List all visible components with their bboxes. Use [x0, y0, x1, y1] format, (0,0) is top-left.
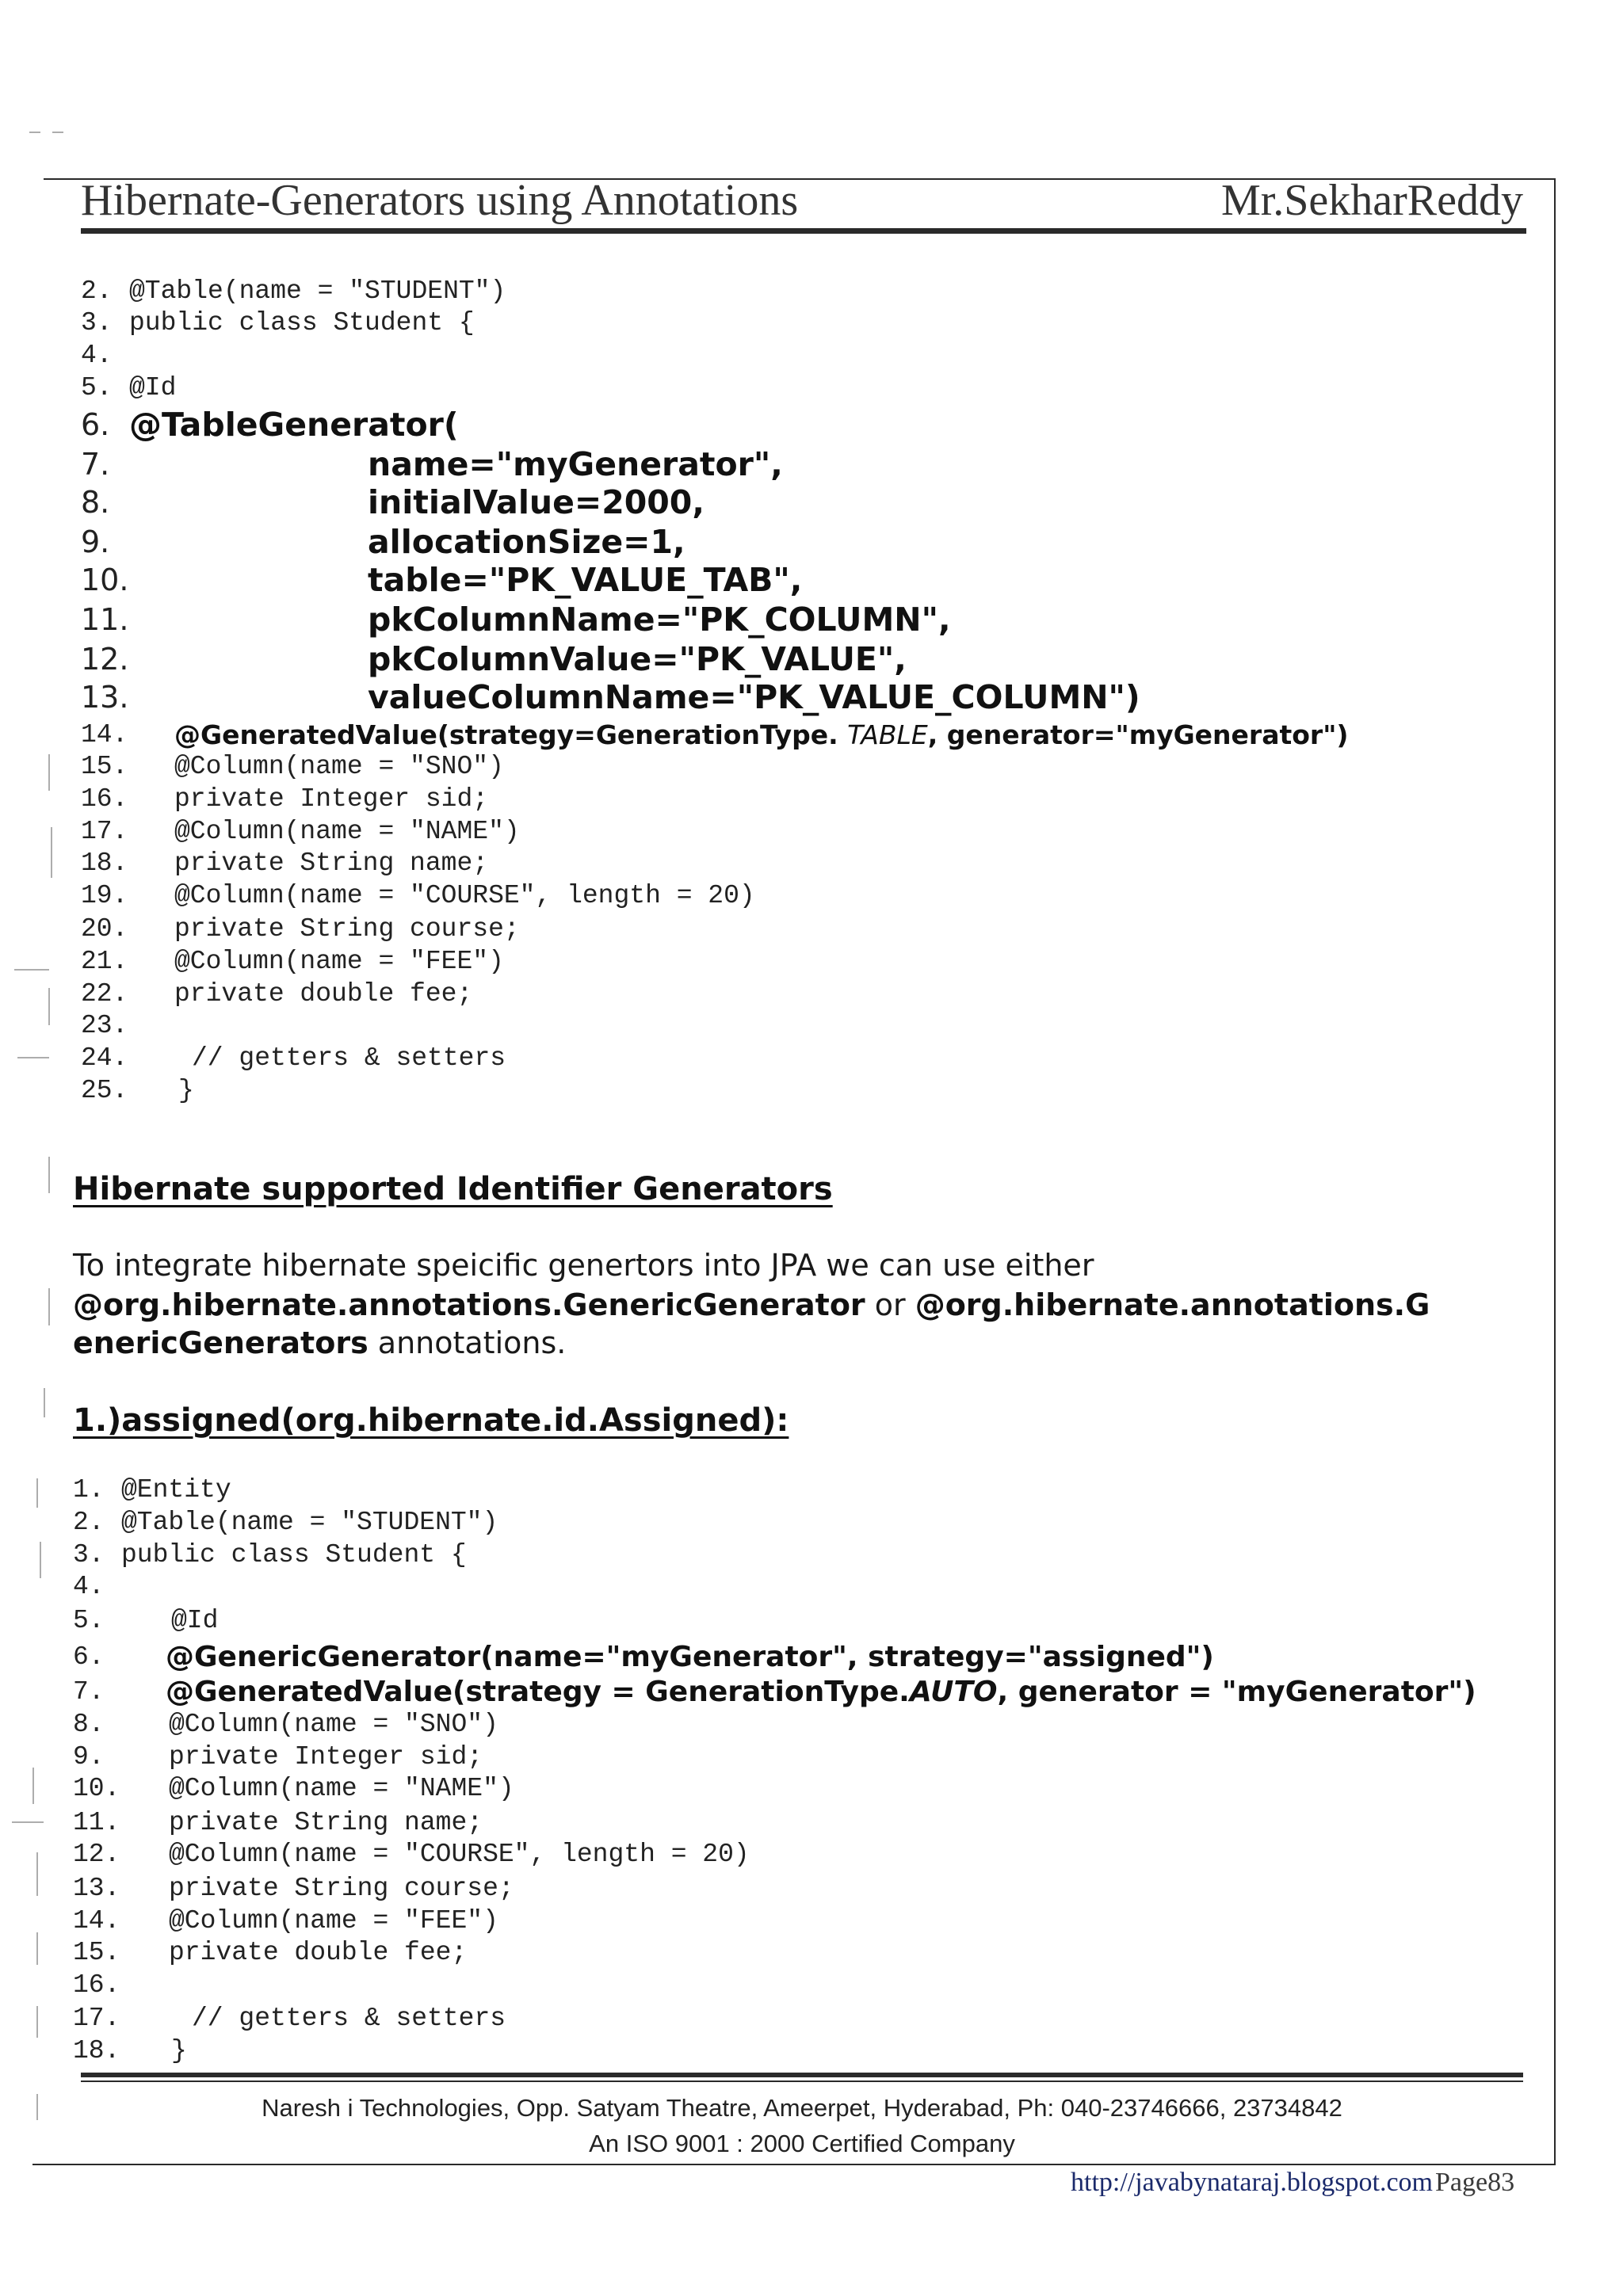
- code-line: [0, 405, 1623, 444]
- code-line: [0, 1905, 1623, 1937]
- code-line: [0, 522, 1623, 562]
- line-number: 22.: [81, 979, 128, 1009]
- page-number: Page83: [1435, 2168, 1515, 2197]
- line-number: 21.: [81, 947, 128, 976]
- line-number: 11.: [81, 602, 129, 637]
- line-number: 8.: [73, 1710, 105, 1739]
- code-text-part: , generator="myGenerator"): [927, 719, 1349, 750]
- line-number: 20.: [81, 914, 128, 944]
- code-text: @Table(name = "STUDENT"): [121, 1508, 498, 1537]
- code-line: [0, 913, 1623, 945]
- code-line: [0, 751, 1623, 783]
- code-line: [0, 1539, 1623, 1571]
- footer-certification: An ISO 9001 : 2000 Certified Company: [589, 2130, 1015, 2157]
- code-text-part: , generator = "myGenerator"): [997, 1676, 1476, 1708]
- line-number: 2.: [81, 277, 113, 306]
- code-text: private Integer sid;: [174, 784, 489, 814]
- code-text: [174, 719, 1348, 751]
- header-rule: [81, 228, 1526, 234]
- scan-mark: [48, 1157, 50, 1193]
- line-number: 12.: [73, 1840, 120, 1869]
- code-text-emphasis: AUTO: [909, 1676, 998, 1708]
- line-number: 9.: [73, 1742, 105, 1772]
- class-name-bold: @org.hibernate.annotations.GenericGenerator: [73, 1287, 865, 1322]
- line-number: 3.: [73, 1540, 105, 1569]
- line-number: 5.: [81, 373, 113, 402]
- code-text: pkColumnValue="PK_VALUE",: [368, 640, 907, 678]
- code-text: private String name;: [174, 849, 489, 878]
- code-text: private double fee;: [169, 1938, 468, 1967]
- code-text: valueColumnName="PK_VALUE_COLUMN"): [368, 678, 1140, 716]
- code-text: // getters & setters: [192, 2004, 506, 2033]
- code-text: @Entity: [121, 1475, 231, 1505]
- line-number: 14.: [73, 1906, 120, 1936]
- line-number: 17.: [81, 817, 128, 846]
- code-text: pkColumnName="PK_COLUMN",: [368, 601, 951, 639]
- code-line: [0, 848, 1623, 879]
- line-number: 5.: [73, 1606, 105, 1635]
- line-number: 17.: [73, 2004, 120, 2033]
- line-number: 7.: [81, 447, 110, 482]
- code-text: @Column(name = "COURSE", length = 20): [169, 1840, 750, 1869]
- code-line: [0, 880, 1623, 912]
- code-text: [166, 1675, 1476, 1710]
- line-number: 25.: [81, 1076, 128, 1105]
- code-text: @Id: [129, 373, 177, 402]
- paragraph-line: [0, 1325, 1623, 1361]
- code-text: allocationSize=1,: [368, 523, 685, 561]
- line-number: 12.: [81, 642, 129, 677]
- code-text: private String course;: [169, 1874, 514, 1903]
- code-text: public class Student {: [129, 308, 475, 338]
- paragraph-text: To integrate hibernate speicific genertors into JPA we can use either: [73, 1248, 1094, 1283]
- code-line: [0, 1741, 1623, 1773]
- code-line: [0, 1571, 1623, 1603]
- line-number: 8.: [81, 485, 110, 520]
- line-number: 23.: [81, 1011, 128, 1040]
- code-text: name="myGenerator",: [368, 445, 783, 483]
- footer-bottom-line: [32, 2164, 1556, 2165]
- line-number: 1.: [73, 1475, 105, 1505]
- page-title: Hibernate-Generators using Annotations: [81, 176, 799, 225]
- code-text: public class Student {: [121, 1540, 467, 1569]
- code-line: [0, 677, 1623, 717]
- class-name-bold: enericGenerators: [73, 1325, 369, 1360]
- line-number: 9.: [81, 524, 110, 559]
- code-text: private double fee;: [174, 979, 473, 1009]
- code-text: @GenericGenerator(name="myGenerator", strategy="assigned"): [166, 1641, 1214, 1673]
- code-line: [0, 1507, 1623, 1539]
- paragraph-line: [0, 1247, 1623, 1283]
- code-text: }: [178, 1076, 194, 1105]
- line-number: 2.: [73, 1508, 105, 1537]
- code-line: [0, 1839, 1623, 1871]
- line-number: 19.: [81, 881, 128, 910]
- footer-address: Naresh i Technologies, Opp. Satyam Theatre, Ameerpet, Hyderabad, Ph: 040-23746666, 23734842: [262, 2094, 1342, 2122]
- code-line: [0, 1010, 1623, 1042]
- line-number: 18.: [81, 849, 128, 878]
- code-line: [0, 1937, 1623, 1969]
- scan-mark: [36, 2094, 38, 2120]
- code-line: [0, 482, 1623, 522]
- code-line: [0, 719, 1623, 751]
- code-text: private Integer sid;: [169, 1742, 483, 1772]
- code-line: [0, 1640, 1623, 1675]
- code-text: @Column(name = "NAME"): [169, 1774, 514, 1803]
- code-text: private String name;: [169, 1808, 483, 1837]
- code-line: [0, 784, 1623, 815]
- line-number: 4.: [81, 341, 113, 370]
- line-number: 11.: [73, 1808, 120, 1837]
- blog-url-link[interactable]: http://javabynataraj.blogspot.com: [1071, 2168, 1434, 2197]
- line-number: 4.: [73, 1572, 105, 1601]
- line-number: 15.: [81, 752, 128, 781]
- code-line: [0, 1970, 1623, 2001]
- subsection-heading: 1.)assigned(org.hibernate.id.Assigned):: [73, 1402, 789, 1439]
- code-line: [0, 1043, 1623, 1074]
- code-text: @Id: [171, 1606, 219, 1635]
- line-number: 10.: [73, 1774, 120, 1803]
- line-number: 13.: [81, 680, 129, 715]
- line-number: 6.: [73, 1642, 105, 1672]
- paragraph-line: [0, 1287, 1623, 1323]
- line-number: 10.: [81, 563, 129, 597]
- code-line: [0, 1675, 1623, 1710]
- class-name-bold: @org.hibernate.annotations.G: [915, 1287, 1430, 1322]
- scan-mark: [29, 132, 40, 133]
- code-line: [0, 1474, 1623, 1506]
- line-number: 6.: [81, 407, 110, 442]
- code-line: [0, 372, 1623, 404]
- code-line: [0, 639, 1623, 679]
- paragraph-text-part: or: [865, 1287, 915, 1322]
- code-line: [0, 1075, 1623, 1107]
- line-number: 3.: [81, 308, 113, 338]
- paragraph-text: [73, 1325, 566, 1361]
- code-line: [0, 307, 1623, 339]
- code-text: @Column(name = "SNO"): [169, 1710, 498, 1739]
- line-number: 13.: [73, 1874, 120, 1903]
- code-line: [0, 340, 1623, 372]
- line-number: 16.: [73, 1970, 120, 2000]
- paragraph-text-part: annotations.: [368, 1325, 567, 1360]
- footer-rule-thin: [81, 2081, 1523, 2082]
- code-text-emphasis: TABLE: [847, 719, 928, 750]
- code-text: @Column(name = "FEE"): [169, 1906, 498, 1936]
- line-number: 15.: [73, 1938, 120, 1967]
- code-line: [0, 978, 1623, 1010]
- code-line: [0, 1873, 1623, 1905]
- code-text: initialValue=2000,: [368, 483, 705, 521]
- code-line: [0, 1605, 1623, 1637]
- code-text: // getters & setters: [192, 1043, 506, 1073]
- line-number: 16.: [81, 784, 128, 814]
- line-number: 14.: [81, 720, 128, 749]
- code-line: [0, 600, 1623, 639]
- code-text: table="PK_VALUE_TAB",: [368, 561, 803, 599]
- code-text: @TableGenerator(: [129, 406, 459, 444]
- code-text: @Column(name = "SNO"): [174, 752, 504, 781]
- code-line: [0, 946, 1623, 978]
- code-line: [0, 276, 1623, 307]
- code-line: [0, 444, 1623, 484]
- code-line: [0, 2035, 1623, 2067]
- code-line: [0, 1773, 1623, 1805]
- scan-mark: [52, 132, 63, 133]
- code-line: [0, 816, 1623, 848]
- code-line: [0, 2003, 1623, 2035]
- code-text: @Column(name = "COURSE", length = 20): [174, 881, 755, 910]
- line-number: 24.: [81, 1043, 128, 1073]
- code-line: [0, 1709, 1623, 1741]
- paragraph-text: [73, 1287, 1430, 1323]
- code-text-part: @GeneratedValue(strategy = GenerationType.: [166, 1676, 910, 1708]
- code-text: @Table(name = "STUDENT"): [129, 277, 506, 306]
- line-number: 18.: [73, 2036, 120, 2065]
- section-heading: Hibernate supported Identifier Generators: [73, 1171, 833, 1207]
- code-text: @Column(name = "FEE"): [174, 947, 504, 976]
- code-line: [0, 560, 1623, 600]
- author-name: Mr.SekharReddy: [1220, 176, 1523, 225]
- scan-mark: [44, 1388, 45, 1417]
- code-line: [0, 1807, 1623, 1839]
- code-text-part: @GeneratedValue(strategy=GenerationType.: [174, 719, 848, 750]
- code-text: private String course;: [174, 914, 520, 944]
- footer-rule-thick: [81, 2073, 1523, 2077]
- code-text: @Column(name = "NAME"): [174, 817, 520, 846]
- line-number: 7.: [73, 1677, 105, 1707]
- code-text: }: [171, 2036, 187, 2065]
